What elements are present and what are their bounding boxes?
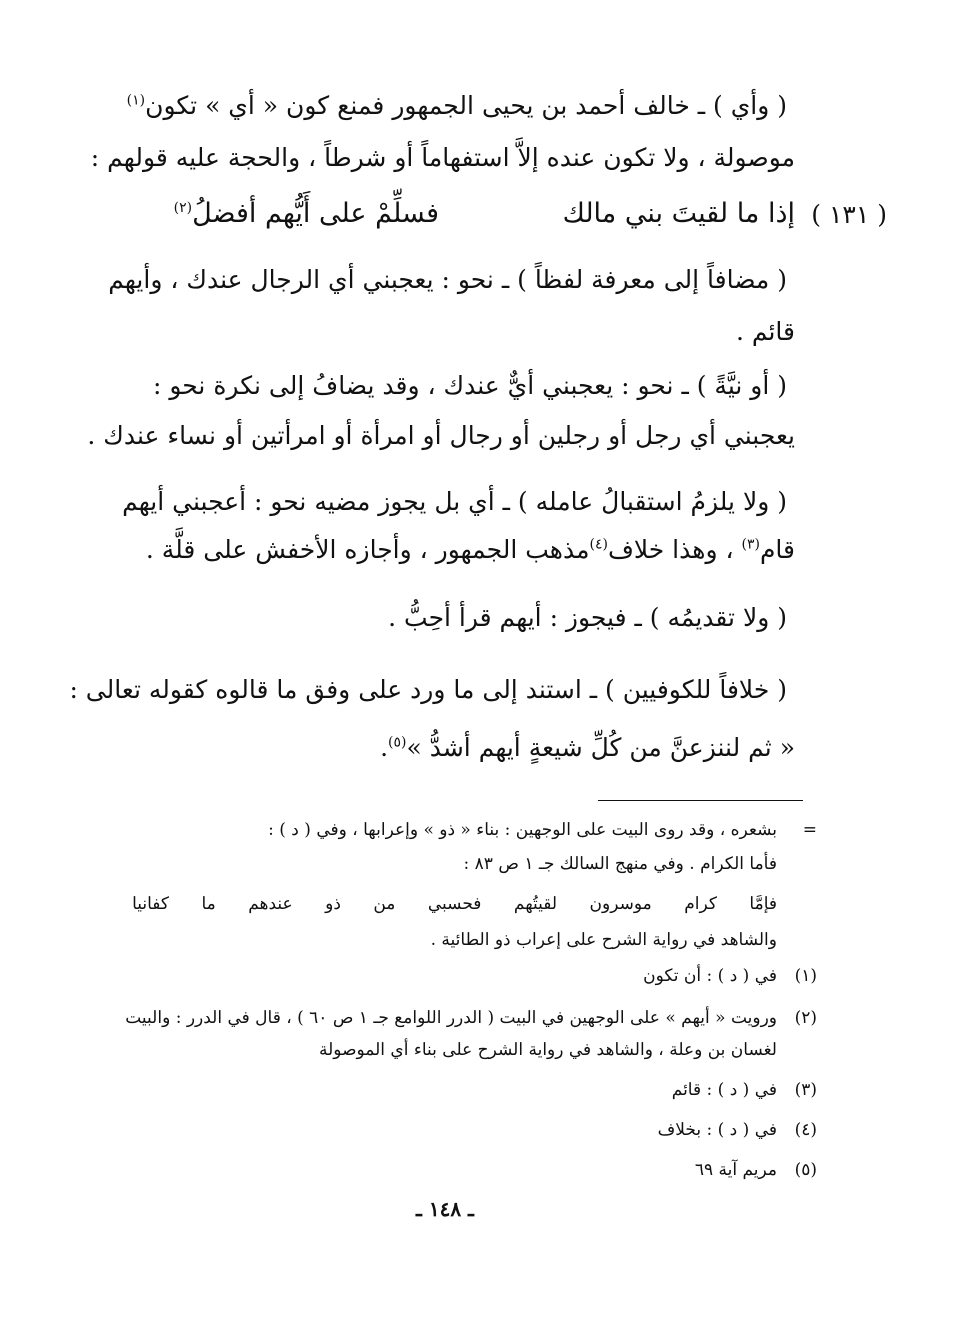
body-line-1 — [127, 88, 787, 124]
body-text: ، وهذا خلاف — [607, 535, 734, 564]
footnote-text-5: مريم آية ٦٩ — [694, 1160, 777, 1180]
poem-word: من — [373, 894, 396, 914]
body-line-6: ( أو نيَّةً ) ـ نحو : يعجبني أيٌّ عندك ، وقد يضافُ إلى نكرة نحو : — [153, 371, 787, 400]
poem-word: عندهم — [248, 894, 293, 914]
footnote-ref: (٤) — [589, 536, 608, 553]
footnote-ref: (٣) — [741, 536, 760, 553]
verse-second-hemistich — [174, 198, 439, 229]
poem-word: كفانيا — [132, 894, 169, 914]
body-line-7: يعجبني أي رجل أو رجلين أو رجال أو امرأة أو امرأتين أو نساء عندك . — [87, 421, 795, 450]
body-line-4: ( مضافاً إلى معرفة لفظاً ) ـ نحو : يعجبني أي الرجال عندك ، وأيهم — [108, 265, 787, 294]
body-line-5: قائم . — [735, 317, 795, 346]
body-line-12: « ثم لننزعنَّ من كُلِّ شيعةٍ أيهم أشدُّ »$^{(٥)}$. — [380, 733, 795, 762]
footnote-text-2-cont: لغسان بن وعلة ، والشاهد في رواية الشرح على بناء أي الموصولة — [319, 1040, 777, 1060]
verse-number: ( ١٣١ ) — [811, 200, 887, 229]
quran-quote: « ثم لننزعنَّ من كُلِّ شيعةٍ أيهم أشدُّ » — [406, 733, 795, 762]
body-line-11: ( خلافاً للكوفيين ) ـ استند إلى ما ورد على وفق ما قالوه كقوله تعالى : — [69, 675, 787, 704]
poem-word: موسرون — [589, 894, 652, 914]
poem-word: ذو — [325, 894, 341, 914]
footnote-text-4: في ( د ) : بخلاف — [657, 1120, 777, 1140]
footnote-text-1: في ( د ) : أن تكون — [643, 966, 777, 986]
footnote-poem-line — [132, 894, 777, 914]
footnote-text-2: ورويت « أيهم » على الوجهين في البيت ( الدرر اللوامع جـ ١ ص ٦٠ ) ، قال في الدرر : والبيت — [125, 1008, 777, 1028]
body-line-9 — [146, 532, 795, 568]
poem-word: فحسبي — [427, 894, 482, 914]
footnote-continuation-marker: = — [802, 820, 817, 840]
body-line-2: موصولة ، ولا تكون عنده إلاَّ استفهاماً أو شرطاً ، والحجة عليه قولهم : — [90, 143, 795, 172]
page-number: ـ ١٤٨ ـ — [416, 1197, 474, 1221]
footnote-number-5: (٥) — [794, 1160, 817, 1180]
verse-text: فسلِّمْ على أَيُّهم أفضلُ — [192, 198, 439, 229]
body-text: مذهب الجمهور ، وأجازه الأخفش على قلَّة . — [145, 535, 590, 564]
poem-word: فإمَّا — [749, 894, 777, 914]
footnote-ref: (٢) — [173, 200, 193, 216]
footnote-number-1: (١) — [794, 966, 817, 986]
poem-word: لقيتُهم — [513, 894, 558, 914]
poem-word: كرام — [684, 894, 717, 914]
footnote-number-4: (٤) — [794, 1120, 817, 1140]
footnote-ref: (٥) — [388, 734, 407, 751]
footnote-divider — [598, 800, 803, 801]
footnote-number-2: (٢) — [794, 1008, 817, 1028]
footnote-continuation-line-2: فأما الكرام . وفي منهج السالك جـ ١ ص ٨٣ : — [463, 854, 777, 874]
footnote-continuation-line-1: بشعره ، وقد روى البيت على الوجهين : بناء « ذو » وإعرابها ، وفي ( د ) : — [268, 820, 777, 840]
footnote-continuation-line-4: والشاهد في رواية الشرح على إعراب ذو الطائية . — [430, 930, 777, 950]
footnote-number-3: (٣) — [794, 1080, 817, 1100]
body-line-8: ( ولا يلزمُ استقبالُ عامله ) ـ أي بل يجوز مضيه نحو : أعجبني أيهم — [122, 487, 787, 516]
body-text: قام — [759, 535, 795, 564]
verse-first-hemistich: إذا ما لقيتَ بني مالك — [562, 198, 795, 229]
footnote-text-3: في ( د ) : قائم — [671, 1080, 777, 1100]
poem-word: ما — [201, 894, 216, 914]
footnote-ref: (١) — [126, 92, 146, 109]
body-line-10: ( ولا تقديمُه ) ـ فيجوز : أيهم قرأ أحِبُّ . — [388, 603, 787, 632]
body-text: ( وأي ) ـ خالف أحمد بن يحيى الجمهور فمنع كون « أي » تكون — [145, 91, 787, 120]
